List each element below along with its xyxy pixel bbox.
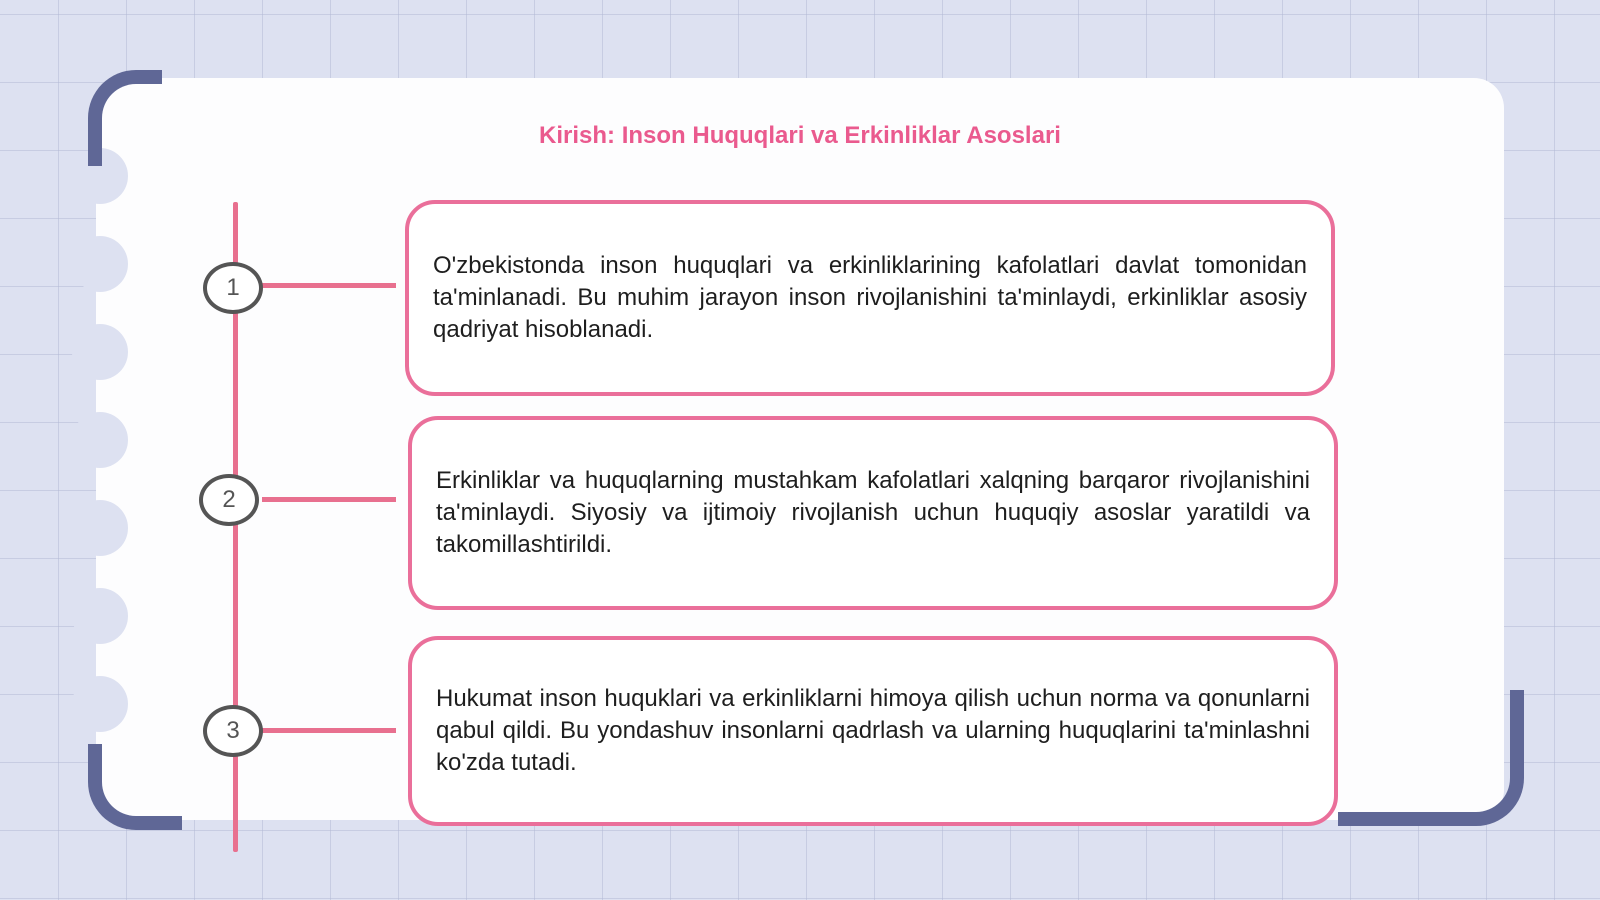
card-edge-notch (72, 324, 128, 380)
page-title: Kirish: Inson Huquqlari va Erkinliklar Asoslari (539, 122, 1061, 149)
step-marker-1 (203, 262, 263, 314)
step-card-2 (408, 416, 1338, 610)
frame-corner-bottom-right (1338, 690, 1524, 826)
card-edge-notch (72, 412, 128, 468)
step-card-1 (405, 200, 1335, 396)
card-edge-notch (72, 588, 128, 644)
step-number: 2 (222, 486, 236, 513)
step-marker-2 (199, 474, 259, 526)
card-edge-notch (72, 236, 128, 292)
step-text: O'zbekistonda inson huquqlari va erkinliklarining kafolatlari davlat tomonidan ta'minlanadi. Bu muhim jarayon inson rivojlanishini ta'minlaydi, erkinliklar asosiy qadriyat hisoblanadi. (433, 252, 1307, 343)
step-number: 3 (226, 717, 240, 744)
frame-corner-top-left (88, 70, 162, 166)
step-text: Hukumat inson huquklari va erkinliklarni himoya qilish uchun norma va qonunlarni qabul qildi. Bu yondashuv insonlarni qadrlash va ularning huquqlarini ta'minlashni ko'zda tutadi. (436, 685, 1310, 776)
step-connector (262, 497, 396, 502)
step-connector (262, 283, 396, 288)
card-edge-notch (72, 676, 128, 732)
card-edge-notch (72, 500, 128, 556)
step-text: Erkinliklar va huquqlarning mustahkam kafolatlari xalqning barqaror rivojlanishini ta'minlaydi. Siyosiy va ijtimoiy rivojlanish uchun huquqiy asoslar yaratildi va takomillashtirildi. (436, 467, 1310, 558)
step-connector (262, 728, 396, 733)
step-card-3 (408, 636, 1338, 826)
step-marker-3 (203, 705, 263, 757)
frame-corner-bottom-left (88, 744, 182, 830)
step-number: 1 (226, 274, 240, 301)
